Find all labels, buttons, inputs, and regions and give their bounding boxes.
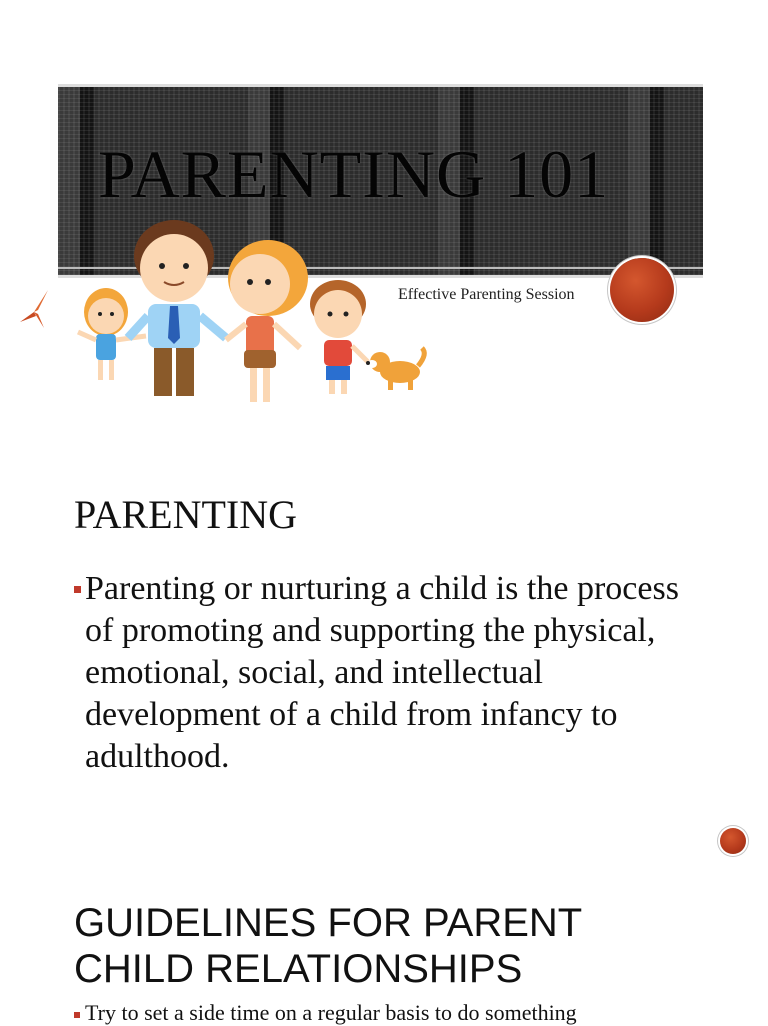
bullet-icon — [74, 1012, 80, 1018]
decorative-circle-icon — [720, 828, 746, 854]
slide-subtitle: Effective Parenting Session — [398, 286, 575, 303]
title-slide — [0, 0, 768, 440]
bullet-text: Parenting or nurturing a child is the process of promoting and supporting the physical, emotional, social, and intellectual development of a child from infancy to adulthood. — [85, 570, 679, 775]
bullet-text: Try to set a side time on a regular basis to do something — [85, 1000, 577, 1025]
slide-heading: GUIDELINES FOR PARENT CHILD RELATIONSHIPS — [74, 901, 582, 991]
slide-title: PARENTING 101 — [98, 136, 610, 212]
slide-heading: PARENTING — [74, 492, 297, 537]
cartoon-family-icon — [14, 212, 434, 402]
mother-figure — [226, 240, 308, 402]
boy-figure — [310, 280, 370, 394]
decorative-circle-icon — [610, 258, 674, 322]
definition-slide — [0, 440, 768, 860]
butterfly-icon — [16, 290, 48, 328]
father-figure — [128, 220, 226, 396]
guidelines-slide — [0, 860, 768, 1024]
bullet-icon — [74, 586, 81, 593]
dog-icon — [366, 348, 424, 390]
